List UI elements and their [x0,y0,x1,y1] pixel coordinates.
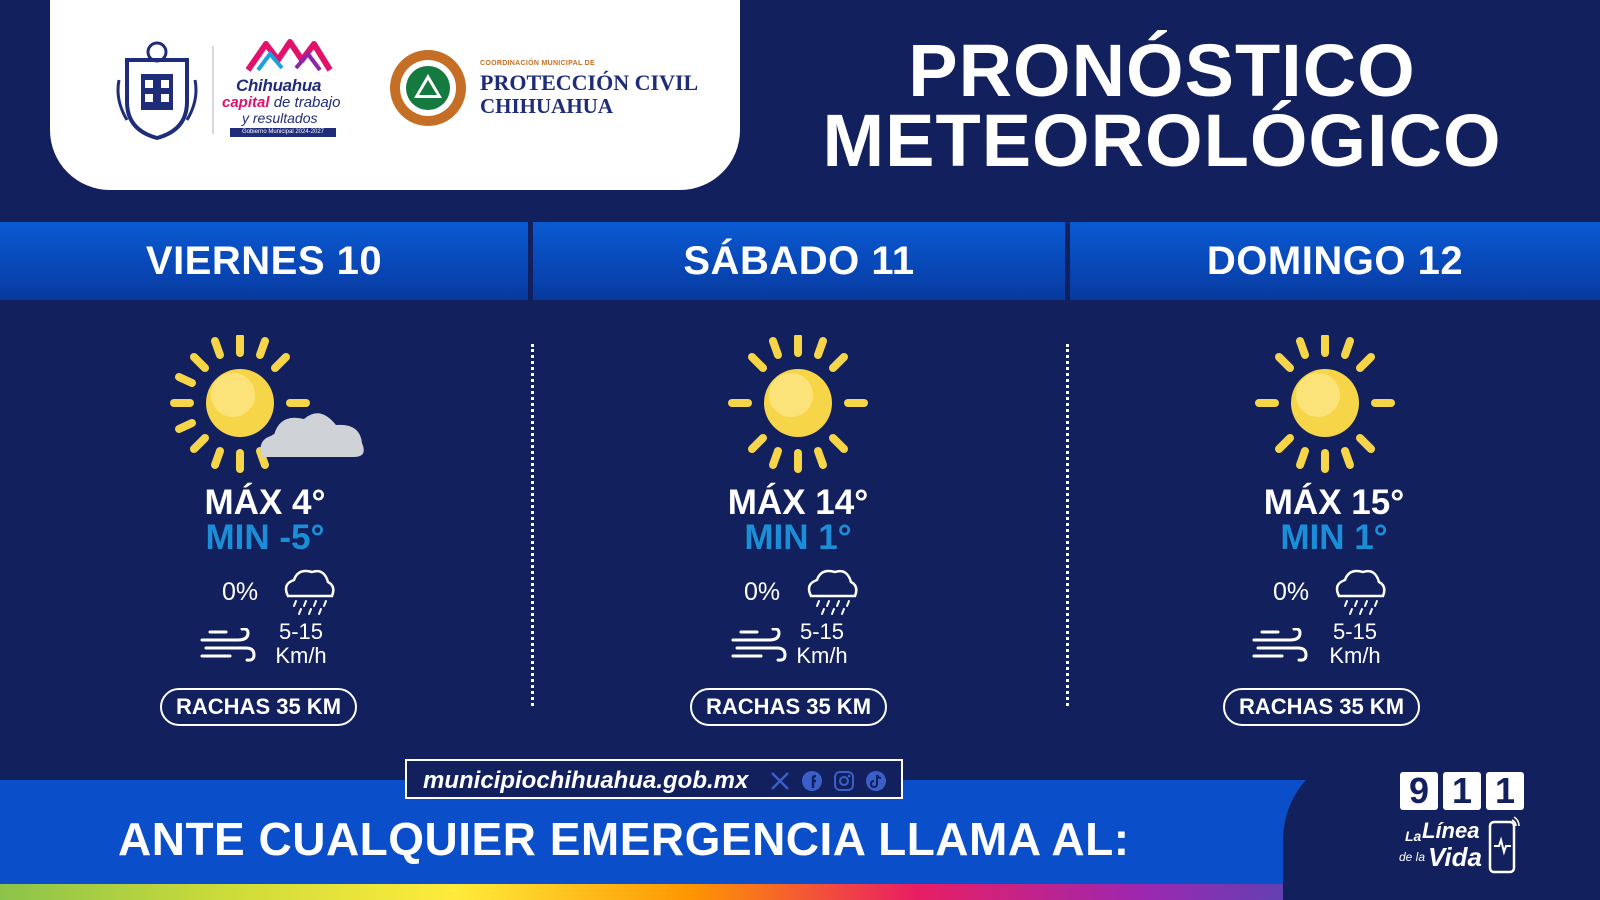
max-temperature: MÁX 4° [204,483,326,522]
gusts-badge: RACHAS 35 KM [160,688,357,726]
max-temperature: MÁX 14° [727,483,869,522]
forecast-day-2 [533,320,1063,740]
gusts-badge: RACHAS 35 KM [1223,688,1420,726]
day-header-1: VIERNES 10 [0,222,528,300]
wind-speed: 5-15 Km/h [1329,619,1381,668]
wind-icon [731,628,787,666]
municipal-seal-icon [115,40,199,140]
chihuahua-mountains-icon [244,38,334,72]
rain-cloud-icon [280,566,336,616]
digit-9: 9 [1400,772,1438,810]
tagline-dela: de la [1399,850,1426,864]
chihuahua-logo-name: Chihuahua [236,76,322,95]
sun-cloud-icon [170,335,380,475]
emergency-message: ANTE CUALQUIER EMERGENCIA LLAMA AL: [118,813,1130,865]
website-box[interactable] [405,759,903,799]
digit-1: 1 [1443,772,1481,810]
tagline-la: La [1405,828,1422,844]
x-icon[interactable] [769,770,791,792]
forecast-day-1 [0,320,530,740]
wind-speed: 5-15 Km/h [796,619,848,668]
website-link[interactable]: municipiochihuahua.gob.mx [423,767,749,794]
facebook-icon[interactable] [801,770,823,792]
chihuahua-logo-period: Gobierno Municipal 2024-2027 [230,128,336,137]
wind-icon [1252,628,1308,666]
logo-panel [50,0,740,190]
rain-cloud-icon [803,566,859,616]
max-temperature: MÁX 15° [1263,483,1405,522]
sun-icon [1255,335,1395,475]
forecast-day-3 [1069,320,1599,740]
rain-probability: 0% [1273,578,1310,606]
tagline-linea: Línea [1422,818,1480,843]
proteccion-civil-emblem-icon [386,46,470,130]
gusts-badge: RACHAS 35 KM [690,688,887,726]
min-temperature: MIN -5° [205,518,325,557]
title-line-2: METEOROLÓGICO [822,99,1502,182]
title-line-1: PRONÓSTICO [908,29,1416,112]
pc-logo-title: PROTECCIÓN CIVIL [480,70,699,95]
wind-speed: 5-15 Km/h [275,619,327,668]
instagram-icon[interactable] [833,770,855,792]
pc-logo-city: CHIHUAHUA [480,94,614,118]
digit-1: 1 [1486,772,1524,810]
page-title [772,29,1552,182]
rain-probability: 0% [744,578,781,606]
min-temperature: MIN 1° [1280,518,1388,557]
wind-icon [200,628,256,666]
day-header-2: SÁBADO 11 [533,222,1065,300]
day-header-3: DOMINGO 12 [1070,222,1600,300]
logo-divider [212,46,214,134]
tiktok-icon[interactable] [865,770,887,792]
rain-probability: 0% [222,578,259,606]
chihuahua-logo-slogan-2: y resultados [242,110,318,126]
pc-logo-subtitle: COORDINACIÓN MUNICIPAL DE [480,60,595,67]
min-temperature: MIN 1° [744,518,852,557]
chihuahua-logo-slogan: capital de trabajo [222,94,341,111]
sun-icon [728,335,868,475]
phone-icon [1486,816,1520,876]
tagline-vida: Vida [1428,842,1482,872]
rain-cloud-icon [1331,566,1387,616]
